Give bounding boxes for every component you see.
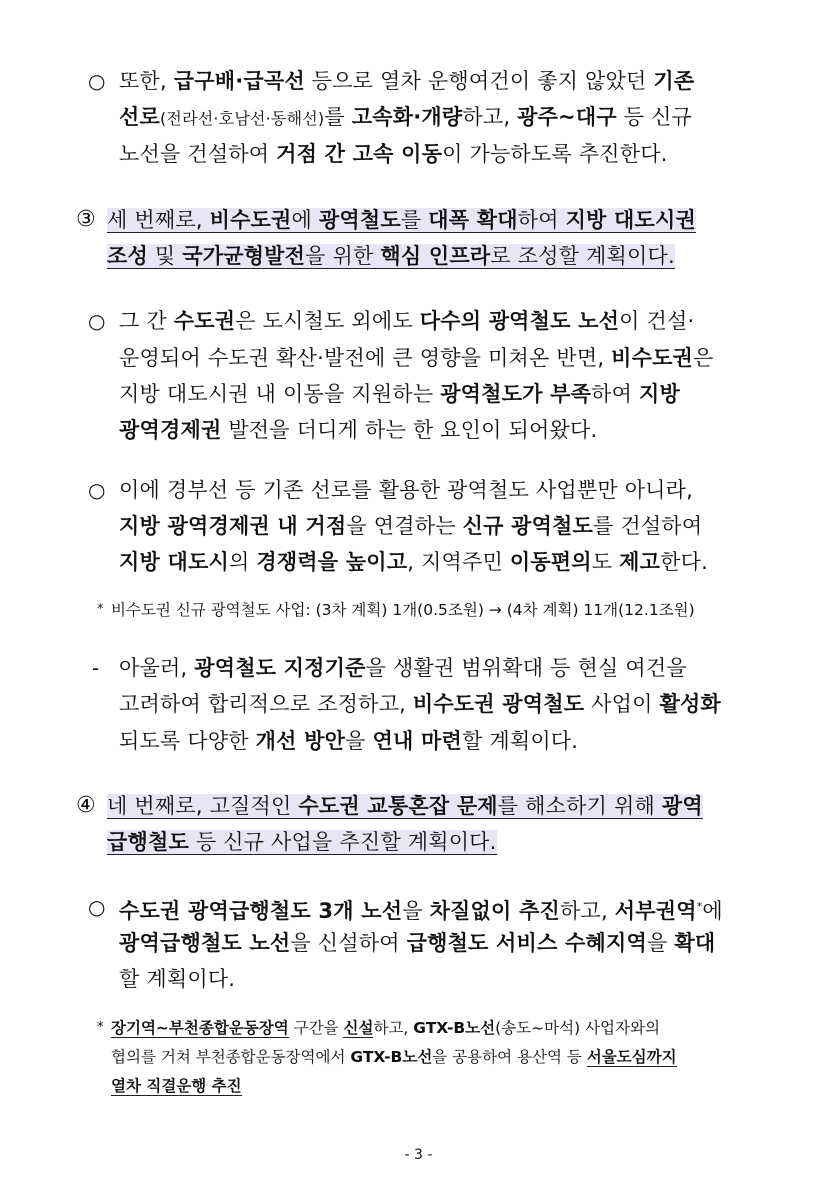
circled-number-4: ④ [76,793,96,818]
circle-bullet: ○ [88,895,106,919]
h3-line-2: 조성 및 국가균형발전을 위한 핵심 인프라로 조성할 계획이다. [107,244,675,268]
circled-number-3: ③ [76,207,96,232]
footnote-star: * [97,602,104,617]
p1-line-1: 또한, 급구배·급곡선 등으로 열차 운행여건이 좋지 않았던 기존 [119,69,695,93]
footnote-star: * [97,1020,104,1035]
p4-line-1: 아울러, 광역철도 지정기준을 생활권 범위확대 등 현실 여건을 [119,656,687,680]
p5-line-1: 수도권 광역급행철도 3개 노선을 차질없이 추진하고, 서부권역*에 [119,899,723,923]
p3-line-1: 이에 경부선 등 기존 선로를 활용한 광역철도 사업뿐만 아니라, [119,478,694,502]
p2-line-2: 운영되어 수도권 확산·발전에 큰 영향을 미쳐온 반면, 비수도권은 [119,346,714,370]
footnote-1: 비수도권 신규 광역철도 사업: (3차 계획) 1개(0.5조원) → (4차 계획) 11개(12.1조원) [111,601,695,619]
footnote-2-line-2: 협의를 거쳐 부천종합운동장역에서 GTX-B노선을 공용하여 용산역 등 서울도심까지 [111,1048,677,1066]
h4-line-1: 네 번째로, 고질적인 수도권 교통혼잡 문제를 해소하기 위해 광역 [107,794,703,818]
p5-line-3: 할 계획이다. [119,967,236,991]
footnote-2-line-3: 열차 직결운행 추진 [111,1077,242,1095]
p1-line-2: 선로(전라선·호남선·동해선)를 고속화·개량하고, 광주~대구 등 신규 [119,105,693,129]
p1-line-3: 노선을 건설하여 거점 간 고속 이동이 가능하도록 추진한다. [119,142,668,166]
circle-bullet: ○ [88,309,106,333]
circle-bullet: ○ [88,478,106,502]
p3-line-3: 지방 대도시의 경쟁력을 높이고, 지역주민 이동편의도 제고한다. [119,550,708,574]
p2-line-3: 지방 대도시권 내 이동을 지원하는 광역철도가 부족하여 지방 [119,382,680,406]
footnote-2-line-1: 장기역~부천종합운동장역 구간을 신설하고, GTX-B노선(송도~마석) 사업자와의 [111,1019,660,1037]
h4-line-2: 급행철도 등 신규 사업을 추진할 계획이다. [107,830,497,854]
page-number: - 3 - [404,1147,433,1163]
p2-line-1: 그 간 수도권은 도시철도 외에도 다수의 광역철도 노선이 건설· [119,309,695,333]
p3-line-2: 지방 광역경제권 내 거점을 연결하는 신규 광역철도를 건설하여 [119,514,703,538]
p2-line-4: 광역경제권 발전을 더디게 하는 한 요인이 되어왔다. [119,418,598,442]
dash-bullet: - [92,656,100,680]
p5-line-2: 광역급행철도 노선을 신설하여 급행철도 서비스 수혜지역을 확대 [119,931,716,955]
p4-line-3: 되도록 다양한 개선 방안을 연내 마련할 계획이다. [119,729,579,753]
h3-line-1: 세 번째로, 비수도권에 광역철도를 대폭 확대하여 지방 대도시권 [107,208,696,232]
p4-line-2: 고려하여 합리적으로 조정하고, 비수도권 광역철도 사업이 활성화 [119,692,721,716]
circle-bullet: ○ [88,69,106,93]
